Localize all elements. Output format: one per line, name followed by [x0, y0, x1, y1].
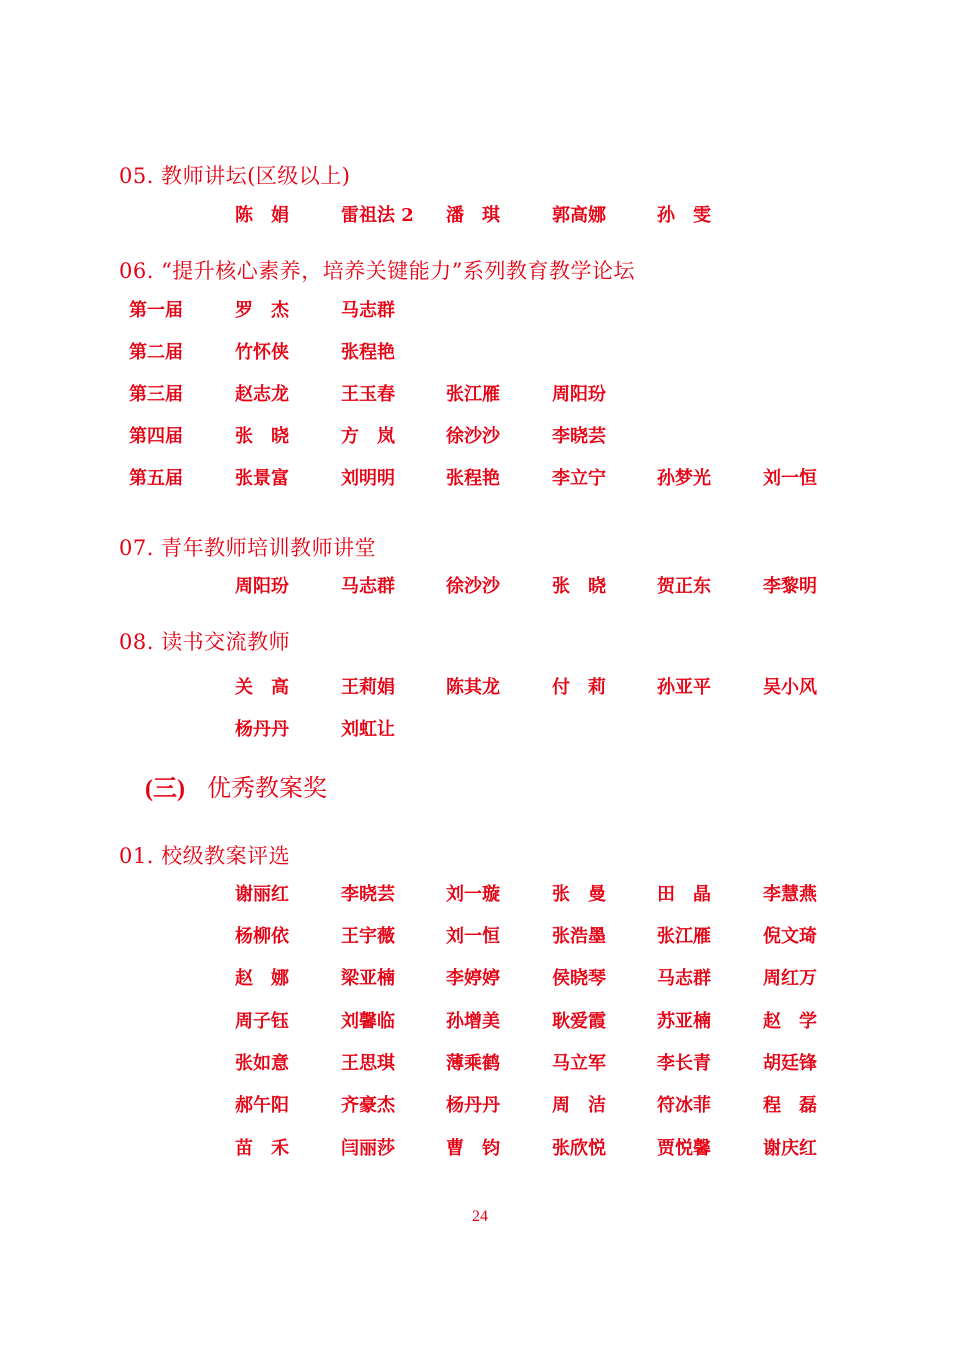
row-01-3 [0, 1007, 960, 1031]
teacher-name: 雷祖法 2 [341, 205, 414, 226]
teacher-name: 李立宁 [552, 468, 606, 489]
teacher-name: 周红万 [763, 968, 817, 989]
sub-heading-title: 优秀教案奖 [206, 774, 327, 802]
teacher-name: 张程艳 [341, 342, 395, 363]
teacher-name: 耿爱霞 [552, 1011, 606, 1032]
teacher-name: 张程艳 [446, 468, 500, 489]
teacher-name: 刘明明 [341, 468, 395, 489]
teacher-name: 李慧燕 [763, 884, 817, 905]
teacher-name: 侯晓琴 [552, 968, 606, 989]
teacher-name: 胡廷锋 [763, 1053, 817, 1074]
teacher-name: 曹 钧 [446, 1138, 500, 1159]
teacher-name: 关 高 [235, 677, 289, 698]
teacher-name: 陈 娟 [235, 205, 289, 226]
row-06-1 [0, 338, 960, 362]
teacher-name: 杨丹丹 [235, 719, 289, 740]
heading-08: 08. 读书交流教师 [119, 630, 291, 654]
teacher-name: 李晓芸 [341, 884, 395, 905]
teacher-name: 徐沙沙 [446, 426, 500, 447]
teacher-name: 方 岚 [341, 426, 395, 447]
teacher-name: 孙 雯 [657, 205, 711, 226]
teacher-name: 杨柳依 [235, 926, 289, 947]
teacher-name: 张浩墨 [552, 926, 606, 947]
teacher-name: 郝午阳 [235, 1095, 289, 1116]
teacher-name: 张景富 [235, 468, 289, 489]
teacher-name: 孙梦光 [657, 468, 711, 489]
teacher-name: 赵 学 [763, 1011, 817, 1032]
teacher-name: 刘一恒 [763, 468, 817, 489]
session-label: 第五届 [129, 468, 183, 489]
teacher-name: 孙亚平 [657, 677, 711, 698]
row-08-1 [0, 715, 960, 739]
sub-heading-number: (三) [145, 776, 185, 802]
teacher-name: 赵 娜 [235, 968, 289, 989]
teacher-name: 周 洁 [552, 1095, 606, 1116]
row-05-0 [0, 201, 960, 225]
teacher-name: 郭高娜 [552, 205, 606, 226]
teacher-name: 刘一恒 [446, 926, 500, 947]
row-08-0 [0, 673, 960, 697]
teacher-name: 周阳玢 [552, 384, 606, 405]
heading-05: 05. 教师讲坛(区级以上) [119, 164, 351, 188]
teacher-name: 潘 琪 [446, 205, 500, 226]
teacher-name: 张江雁 [657, 926, 711, 947]
teacher-name: 张江雁 [446, 384, 500, 405]
teacher-name: 李黎明 [763, 576, 817, 597]
row-06-0 [0, 296, 960, 320]
session-label: 第三届 [129, 384, 183, 405]
heading-01: 01. 校级教案评选 [119, 844, 291, 868]
row-01-6 [0, 1134, 960, 1158]
teacher-name: 王玉春 [341, 384, 395, 405]
teacher-name: 马立军 [552, 1053, 606, 1074]
teacher-name: 谢丽红 [235, 884, 289, 905]
teacher-name: 谢庆红 [763, 1138, 817, 1159]
teacher-name: 刘馨临 [341, 1011, 395, 1032]
teacher-name: 梁亚楠 [341, 968, 395, 989]
row-01-1 [0, 922, 960, 946]
teacher-name: 付 莉 [552, 677, 606, 698]
teacher-name: 张欣悦 [552, 1138, 606, 1159]
teacher-name: 苏亚楠 [657, 1011, 711, 1032]
teacher-name: 符冰菲 [657, 1095, 711, 1116]
row-06-3 [0, 422, 960, 446]
teacher-name: 程 磊 [763, 1095, 817, 1116]
teacher-name: 王莉娟 [341, 677, 395, 698]
session-label: 第二届 [129, 342, 183, 363]
teacher-name: 周子钰 [235, 1011, 289, 1032]
teacher-name: 苗 禾 [235, 1138, 289, 1159]
heading-06: 06. “提升核心素养，培养关键能力”系列教育教学论坛 [119, 259, 636, 283]
row-01-0 [0, 880, 960, 904]
teacher-name: 杨丹丹 [446, 1095, 500, 1116]
teacher-name: 吴小风 [763, 677, 817, 698]
teacher-name: 马志群 [341, 576, 395, 597]
session-label: 第一届 [129, 300, 183, 321]
teacher-name: 田 晶 [657, 884, 711, 905]
teacher-name: 齐豪杰 [341, 1095, 395, 1116]
teacher-name: 马志群 [657, 968, 711, 989]
row-01-4 [0, 1049, 960, 1073]
teacher-name: 王宇薇 [341, 926, 395, 947]
teacher-name: 贾悦馨 [657, 1138, 711, 1159]
teacher-name: 张 晓 [235, 426, 289, 447]
teacher-name: 李婷婷 [446, 968, 500, 989]
teacher-name: 马志群 [341, 300, 395, 321]
teacher-name: 王思琪 [341, 1053, 395, 1074]
session-label: 第四届 [129, 426, 183, 447]
teacher-name: 薄乘鹤 [446, 1053, 500, 1074]
teacher-name: 周阳玢 [235, 576, 289, 597]
teacher-name: 赵志龙 [235, 384, 289, 405]
page-number: 24 [472, 1208, 488, 1225]
teacher-name: 贺正东 [657, 576, 711, 597]
teacher-name: 竹怀侠 [235, 342, 289, 363]
teacher-name: 李长青 [657, 1053, 711, 1074]
teacher-name: 刘一璇 [446, 884, 500, 905]
heading-07: 07. 青年教师培训教师讲堂 [119, 536, 377, 560]
teacher-name: 张 曼 [552, 884, 606, 905]
row-06-2 [0, 380, 960, 404]
teacher-name: 闫丽莎 [341, 1138, 395, 1159]
sub-heading-3 [145, 768, 327, 803]
row-01-2 [0, 964, 960, 988]
teacher-name: 张 晓 [552, 576, 606, 597]
row-01-5 [0, 1091, 960, 1115]
teacher-name: 刘虹让 [341, 719, 395, 740]
teacher-name: 张如意 [235, 1053, 289, 1074]
teacher-name: 孙增美 [446, 1011, 500, 1032]
teacher-name: 倪文琦 [763, 926, 817, 947]
row-06-4 [0, 464, 960, 488]
teacher-name: 罗 杰 [235, 300, 289, 321]
teacher-name: 李晓芸 [552, 426, 606, 447]
row-07-0 [0, 572, 960, 596]
teacher-name: 陈其龙 [446, 677, 500, 698]
teacher-name: 徐沙沙 [446, 576, 500, 597]
